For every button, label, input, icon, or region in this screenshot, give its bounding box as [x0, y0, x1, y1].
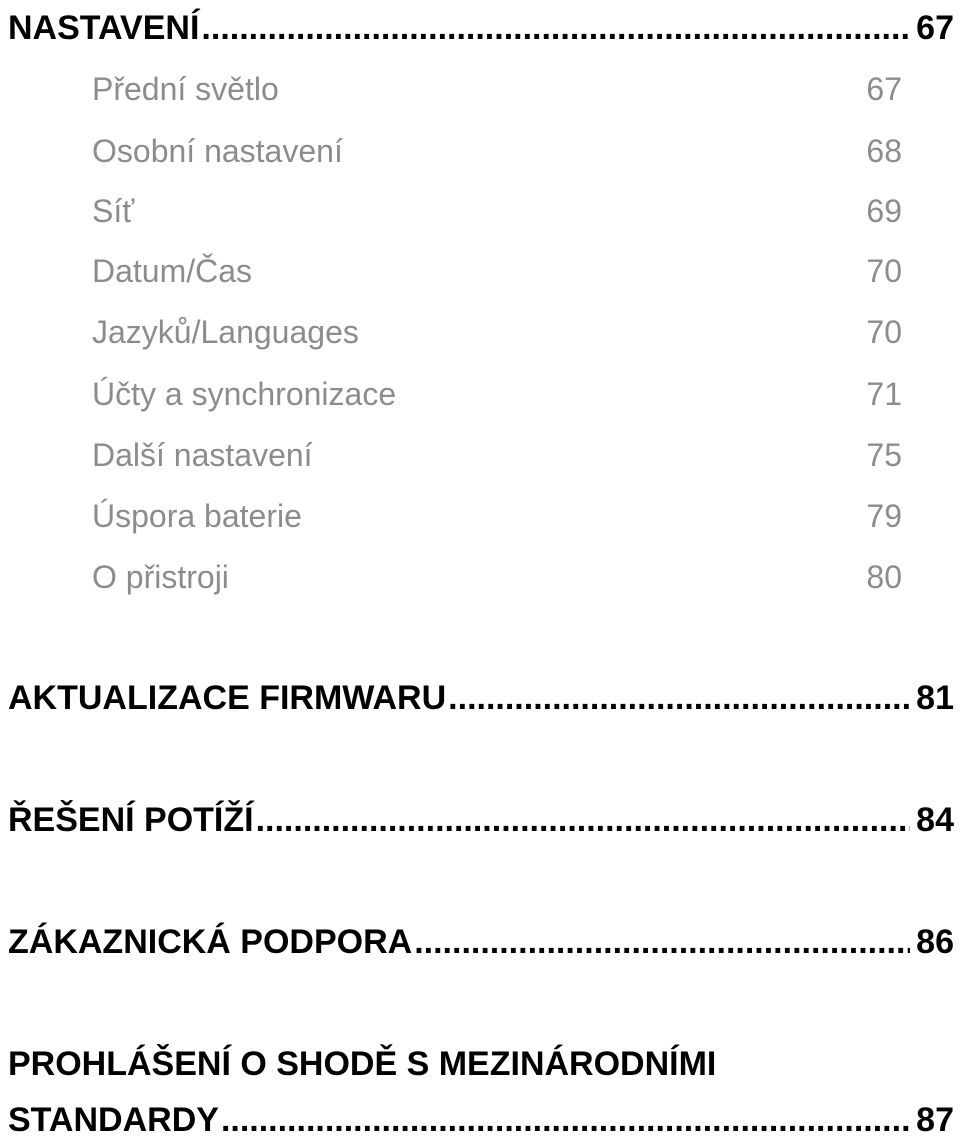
toc-entry-zakaznicka-podpora[interactable] [8, 922, 954, 962]
toc-page-number: 84 [916, 801, 954, 839]
dot-leader [448, 678, 910, 718]
toc-entry-prohlaseni-o-shode[interactable] [8, 1100, 954, 1140]
toc-subentry-page: 75 [866, 437, 902, 473]
toc-subentry-title: Účty a synchronizace [92, 376, 397, 412]
toc-heading-title-line2: STANDARDY [8, 1101, 219, 1139]
dot-leader [256, 800, 911, 840]
toc-subentry[interactable] [92, 70, 902, 108]
toc-subentry[interactable] [92, 558, 902, 596]
toc-subentry-title: O přistroji [92, 559, 229, 595]
toc-subentry-page: 80 [866, 559, 902, 595]
toc-subentry-page: 67 [866, 71, 902, 107]
toc-subentry-title: Úspora baterie [92, 498, 302, 534]
toc-subentry[interactable] [92, 192, 902, 230]
dot-leader [221, 1100, 910, 1140]
toc-heading-title: ŘEŠENÍ POTÍŽÍ [8, 801, 254, 839]
toc-subentry-title: Jazyků/Languages [92, 314, 359, 350]
toc-subentry-page: 69 [866, 193, 902, 229]
toc-page-number: 67 [916, 9, 954, 47]
toc-entry-reseni-potizi[interactable] [8, 800, 954, 840]
toc-subentry[interactable] [92, 132, 902, 170]
toc-subentry-title: Síť [92, 193, 135, 229]
toc-subentry[interactable] [92, 497, 902, 535]
toc-subentry[interactable] [92, 375, 902, 413]
toc-heading-title: AKTUALIZACE FIRMWARU [8, 679, 447, 717]
toc-subentry[interactable] [92, 313, 902, 351]
dot-leader [201, 8, 910, 48]
toc-heading-title: NASTAVENÍ [8, 9, 200, 47]
toc-subentry-title: Další nastavení [92, 437, 313, 473]
dot-leader [414, 922, 910, 962]
toc-subentry-title: Datum/Čas [92, 253, 253, 289]
toc-subentry-page: 68 [866, 133, 902, 169]
toc-subentry-page: 71 [866, 376, 902, 412]
toc-subentry-page: 70 [866, 253, 902, 289]
toc-page-number: 81 [916, 679, 954, 717]
toc-subentry-title: Osobní nastavení [92, 133, 343, 169]
toc-page-number: 87 [916, 1101, 954, 1139]
toc-entry-aktualizace-firmwaru[interactable] [8, 678, 954, 718]
toc-subentry-page: 79 [866, 498, 902, 534]
toc-heading-title-line1[interactable]: PROHLÁŠENÍ O SHODĚ S MEZINÁRODNÍMI [8, 1045, 717, 1083]
toc-subentry-page: 70 [866, 314, 902, 350]
toc-subentry[interactable] [92, 252, 902, 290]
toc-subentry[interactable] [92, 436, 902, 474]
toc-entry-nastaveni[interactable] [8, 8, 954, 48]
toc-subentry-title: Přední světlo [92, 71, 279, 107]
toc-heading-title: ZÁKAZNICKÁ PODPORA [8, 923, 413, 961]
toc-page-number: 86 [916, 923, 954, 961]
